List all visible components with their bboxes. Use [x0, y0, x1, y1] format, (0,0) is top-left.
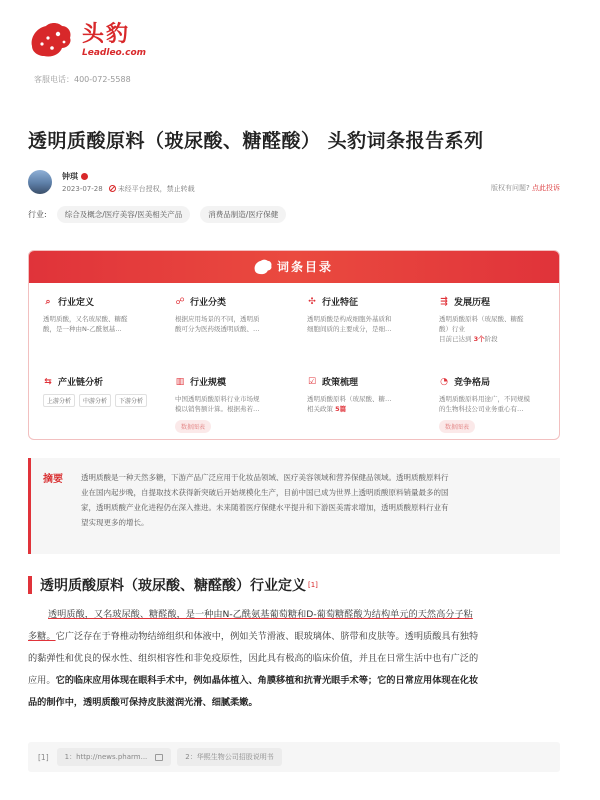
toc-item-history[interactable] [439, 295, 559, 344]
avatar[interactable] [28, 170, 52, 194]
toc-header [29, 251, 559, 283]
industry-tag[interactable]: 消费品制造/医疗保健 [200, 206, 286, 223]
hotline: 客服电话：400-072-5588 [34, 75, 131, 84]
reference-chip[interactable] [177, 748, 281, 766]
industry-tag[interactable]: 综合及概念/医疗美容/医美相关产品 [57, 206, 191, 223]
toc-item-title: 发展历程 [454, 298, 491, 308]
brand-name: 头豹 [82, 22, 131, 47]
author-name[interactable]: 钟琪 [62, 172, 78, 181]
abstract-line: 望实现更多的增长。 [81, 518, 149, 527]
toc-panel [28, 250, 560, 440]
toc-item-text: 模以销售额计算。根据弗若… [175, 405, 260, 413]
author-row [28, 170, 572, 196]
toc-item-text: 透明质酸原料（玻尿酸、糖醛 [439, 315, 524, 323]
reference-text: 1：http://news.pharm... [64, 753, 148, 761]
toc-item-text: 酸可分为医药级透明质酸、… [175, 325, 260, 333]
toc-item-title: 政策梳理 [322, 378, 359, 388]
stage-count: 3个 [473, 335, 485, 343]
underlined-text: 透明质酸，又名玻尿酸、糖醛酸，是一种由N-乙酰氨基葡萄糖和D-葡萄糖醛酸为结构单元的天然高分子粘 [48, 609, 473, 620]
section-bar [28, 576, 32, 594]
toc-item-title: 竞争格局 [454, 378, 491, 388]
toc-item-definition[interactable] [43, 295, 163, 334]
verified-badge-icon [81, 173, 88, 180]
reference-chip[interactable] [57, 748, 172, 766]
bold-text: 它的临床应用体现在眼科手术中，例如晶体植入、角膜移植和抗青光眼手术等；它的日常应用体现在化妆 [55, 675, 479, 686]
toc-item-chain[interactable] [43, 375, 163, 407]
report-title: 透明质酸原料（玻尿酸、糖醛酸） 头豹词条报告系列 [28, 130, 484, 152]
toc-item-text: 细胞间质的主要成分，是细… [307, 325, 392, 333]
data-chart-badge[interactable]: 数据图表 [439, 420, 475, 433]
industry-label: 行业: [28, 210, 47, 219]
toc-item-text: 透明质酸，又名玻尿酸、糖醛 [43, 315, 128, 323]
toc-item-text: 酸）行业 [439, 325, 465, 333]
underlined-text: 多糖。 [28, 631, 56, 642]
definition-icon: ⌕ [45, 296, 51, 307]
feature-icon: ✣ [308, 296, 316, 307]
toc-item-title: 产业链分析 [58, 378, 104, 388]
toc-item-text: 阶段 [484, 335, 498, 343]
toc-item-title: 行业特征 [322, 298, 359, 308]
history-icon: ⇶ [440, 296, 448, 307]
toc-item-competition[interactable] [439, 375, 559, 433]
paragraph-text: 的黏弹性和优良的保水性、组织相容性和非免疫原性，因此具有极高的临床价值，并且在日常生活中也有广泛的 [28, 653, 479, 664]
toc-item-title: 行业规模 [190, 378, 227, 388]
classification-icon: ☍ [175, 296, 185, 307]
reference-marker[interactable]: [1] [308, 581, 318, 589]
copyright-notice [491, 183, 560, 193]
publish-date: 2023-07-28 [62, 185, 103, 193]
toc-item-text: 根据应用场景的不同，透明质 [175, 315, 260, 323]
reprint-restriction: 未经平台授权，禁止转载 [117, 185, 195, 193]
chain-tag[interactable]: 下游分析 [115, 394, 147, 407]
abstract-box [28, 458, 560, 554]
section-heading [28, 575, 318, 595]
toc-item-text: 透明质酸原料用途广，不同规模 [439, 395, 530, 403]
bold-text: 品的制作中，透明质酸可保持皮肤滋润光滑、细腻柔嫩。 [28, 697, 258, 708]
complaint-link[interactable]: 点此投诉 [532, 184, 560, 192]
policy-count: 5篇 [335, 405, 347, 413]
data-chart-badge[interactable]: 数据图表 [175, 420, 211, 433]
brand-domain: Leadleo.com [82, 48, 147, 58]
paragraph-text: 应用。 [28, 675, 56, 686]
toc-item-text: 透明质酸是构成细胞外基质和 [307, 315, 392, 323]
chain-tag[interactable]: 上游分析 [43, 394, 75, 407]
policy-icon: ☑ [307, 376, 317, 387]
abstract-line: 透明质酸是一种天然多糖，下游产品广泛应用于化妆品领域、医疗美容领域和营养保健品领域。透明质酸原料行 [81, 473, 449, 482]
references-bar [28, 742, 560, 772]
toc-item-classification[interactable] [175, 295, 295, 334]
toc-item-text: 相关政策 [307, 405, 336, 413]
chain-icon: ⇆ [44, 376, 52, 387]
toc-item-text: 的生物科技公司业务重心有… [439, 405, 524, 413]
paragraph-text: 它广泛存在于脊椎动物结缔组织和体液中，例如关节滑液、眼玻璃体、脐带和皮肤等。透明质酸具有独特 [55, 631, 479, 642]
brand-logo[interactable] [28, 20, 146, 60]
leopard-head-icon [253, 257, 273, 277]
definition-paragraph [28, 604, 564, 714]
abstract-line: 业在国内起步晚，自提取技术获得新突破后开始规模化生产，目前中国已成为世界上透明质酸原料销量最多的国 [81, 488, 449, 497]
chain-tag[interactable]: 中游分析 [79, 394, 111, 407]
toc-item-title: 行业定义 [58, 298, 95, 308]
toc-item-feature[interactable] [307, 295, 427, 334]
toc-item-text: 目前已达到 [439, 335, 474, 343]
reference-text: 2：华熙生物公司招股说明书 [185, 753, 274, 761]
abstract-line: 家，透明质酸产业化进程仍在深入推进。未来随着医疗保健水平提升和下游医美需求增加，透明质酸原料行业有 [81, 503, 449, 512]
leopard-head-icon [28, 20, 74, 60]
toc-title: 词条目录 [277, 260, 334, 274]
abstract-label: 摘要 [43, 474, 63, 485]
section-title: 透明质酸原料（玻尿酸、糖醛酸）行业定义 [40, 578, 306, 594]
toc-item-policy[interactable] [307, 375, 427, 414]
toc-item-text: 透明质酸原料（玻尿酸、糖… [307, 395, 392, 403]
toc-item-text: 中国透明质酸原料行业市场规 [175, 395, 260, 403]
competition-icon: ◔ [440, 376, 448, 387]
toc-item-title: 行业分类 [190, 298, 227, 308]
prohibited-icon [109, 185, 116, 192]
copy-icon[interactable] [155, 754, 163, 761]
scale-icon: ▥ [175, 376, 185, 387]
toc-item-text: 酸，是一种由N-乙酰氨基… [43, 325, 122, 333]
copyright-prompt: 版权有问题? [491, 184, 530, 192]
industry-row [28, 206, 286, 223]
reference-index: [1] [38, 752, 49, 762]
toc-item-scale[interactable] [175, 375, 295, 433]
abstract-text [81, 470, 547, 530]
